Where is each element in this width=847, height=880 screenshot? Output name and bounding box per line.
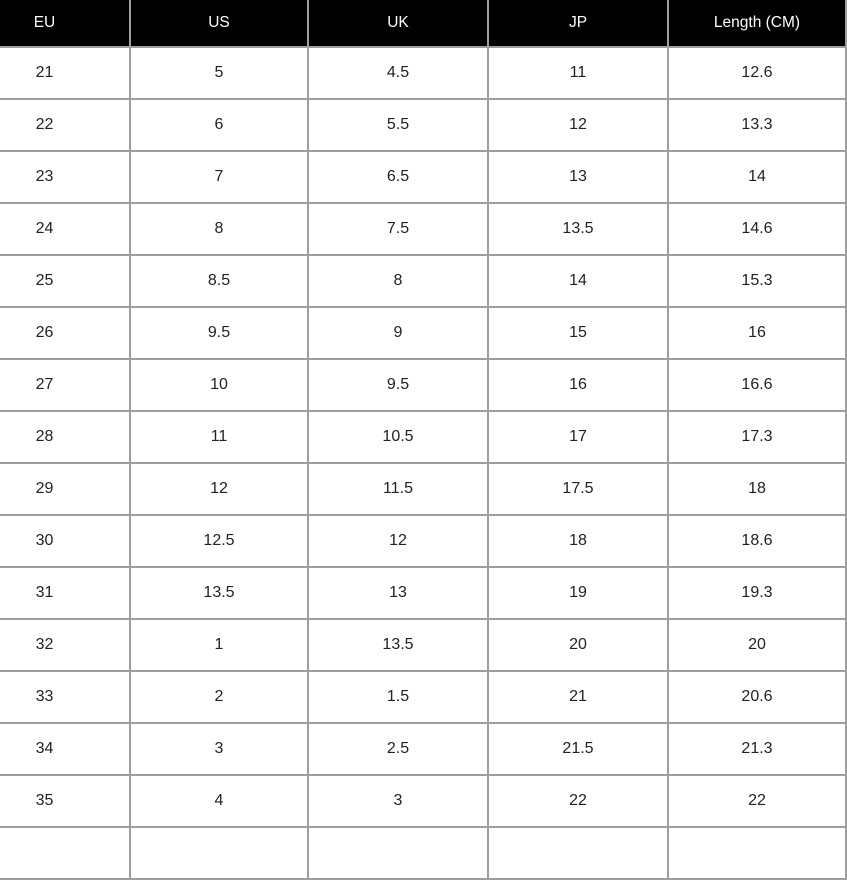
table-cell: 18.6 [668, 515, 846, 567]
table-cell: 16 [488, 359, 668, 411]
table-cell: 25 [0, 255, 130, 307]
table-cell: 15 [488, 307, 668, 359]
table-cell: 6 [130, 99, 308, 151]
table-cell: 11 [130, 411, 308, 463]
filler-row [0, 827, 846, 879]
table-cell: 17.3 [668, 411, 846, 463]
filler-cell [0, 827, 130, 879]
table-row [0, 203, 846, 255]
table-cell: 11.5 [308, 463, 488, 515]
table-cell: 8.5 [130, 255, 308, 307]
table-cell: 23 [0, 151, 130, 203]
table-cell: 8 [308, 255, 488, 307]
column-header-eu: EU [0, 0, 130, 47]
table-cell: 5.5 [308, 99, 488, 151]
table-cell: 21.3 [668, 723, 846, 775]
table-row [0, 671, 846, 723]
table-cell: 13 [308, 567, 488, 619]
table-cell: 4.5 [308, 47, 488, 99]
filler-cell [308, 827, 488, 879]
table-cell: 18 [668, 463, 846, 515]
table-cell: 8 [130, 203, 308, 255]
table-cell: 14 [668, 151, 846, 203]
table-cell: 21 [488, 671, 668, 723]
table-row [0, 723, 846, 775]
table-cell: 2 [130, 671, 308, 723]
table-cell: 35 [0, 775, 130, 827]
table-cell: 6.5 [308, 151, 488, 203]
table-cell: 1.5 [308, 671, 488, 723]
column-header-uk: UK [308, 0, 488, 47]
table-cell: 16 [668, 307, 846, 359]
table-row [0, 307, 846, 359]
table-cell: 12 [130, 463, 308, 515]
table-cell: 3 [130, 723, 308, 775]
table-cell: 9 [308, 307, 488, 359]
table-cell: 13.3 [668, 99, 846, 151]
table-cell: 18 [488, 515, 668, 567]
table-cell: 13.5 [308, 619, 488, 671]
table-row [0, 567, 846, 619]
table-cell: 24 [0, 203, 130, 255]
table-cell: 17.5 [488, 463, 668, 515]
table-cell: 9.5 [130, 307, 308, 359]
table-cell: 12.6 [668, 47, 846, 99]
table-cell: 12 [488, 99, 668, 151]
table-cell: 15.3 [668, 255, 846, 307]
table-row [0, 99, 846, 151]
filler-cell [488, 827, 668, 879]
table-cell: 20.6 [668, 671, 846, 723]
column-header-jp: JP [488, 0, 668, 47]
table-cell: 34 [0, 723, 130, 775]
table-cell: 20 [488, 619, 668, 671]
table-row [0, 255, 846, 307]
table-cell: 26 [0, 307, 130, 359]
table-cell: 1 [130, 619, 308, 671]
table-cell: 11 [488, 47, 668, 99]
table-cell: 31 [0, 567, 130, 619]
table-row [0, 359, 846, 411]
table-cell: 22 [0, 99, 130, 151]
table-cell: 22 [668, 775, 846, 827]
filler-cell [668, 827, 846, 879]
table-cell: 4 [130, 775, 308, 827]
table-cell: 14.6 [668, 203, 846, 255]
table-cell: 33 [0, 671, 130, 723]
table-cell: 3 [308, 775, 488, 827]
table-cell: 19.3 [668, 567, 846, 619]
table-cell: 7.5 [308, 203, 488, 255]
table-cell: 9.5 [308, 359, 488, 411]
table-cell: 28 [0, 411, 130, 463]
table-cell: 10.5 [308, 411, 488, 463]
table-cell: 13 [488, 151, 668, 203]
table-cell: 22 [488, 775, 668, 827]
table-cell: 21.5 [488, 723, 668, 775]
table-row [0, 463, 846, 515]
table-cell: 13.5 [488, 203, 668, 255]
table-cell: 20 [668, 619, 846, 671]
table-row [0, 411, 846, 463]
table-cell: 29 [0, 463, 130, 515]
table-cell: 17 [488, 411, 668, 463]
table-cell: 7 [130, 151, 308, 203]
table-body [0, 47, 846, 879]
column-header-us: US [130, 0, 308, 47]
column-header-length-cm: Length (CM) [668, 0, 846, 47]
table-row [0, 47, 846, 99]
table-cell: 30 [0, 515, 130, 567]
table-cell: 19 [488, 567, 668, 619]
table-cell: 2.5 [308, 723, 488, 775]
table-cell: 12.5 [130, 515, 308, 567]
filler-cell [130, 827, 308, 879]
table-row [0, 515, 846, 567]
table-cell: 12 [308, 515, 488, 567]
table-row [0, 775, 846, 827]
table-cell: 13.5 [130, 567, 308, 619]
table-row [0, 619, 846, 671]
header-row [0, 0, 846, 47]
table-cell: 21 [0, 47, 130, 99]
table-cell: 32 [0, 619, 130, 671]
table-cell: 14 [488, 255, 668, 307]
table-cell: 27 [0, 359, 130, 411]
table-cell: 16.6 [668, 359, 846, 411]
table-cell: 5 [130, 47, 308, 99]
table-cell: 10 [130, 359, 308, 411]
table-row [0, 151, 846, 203]
